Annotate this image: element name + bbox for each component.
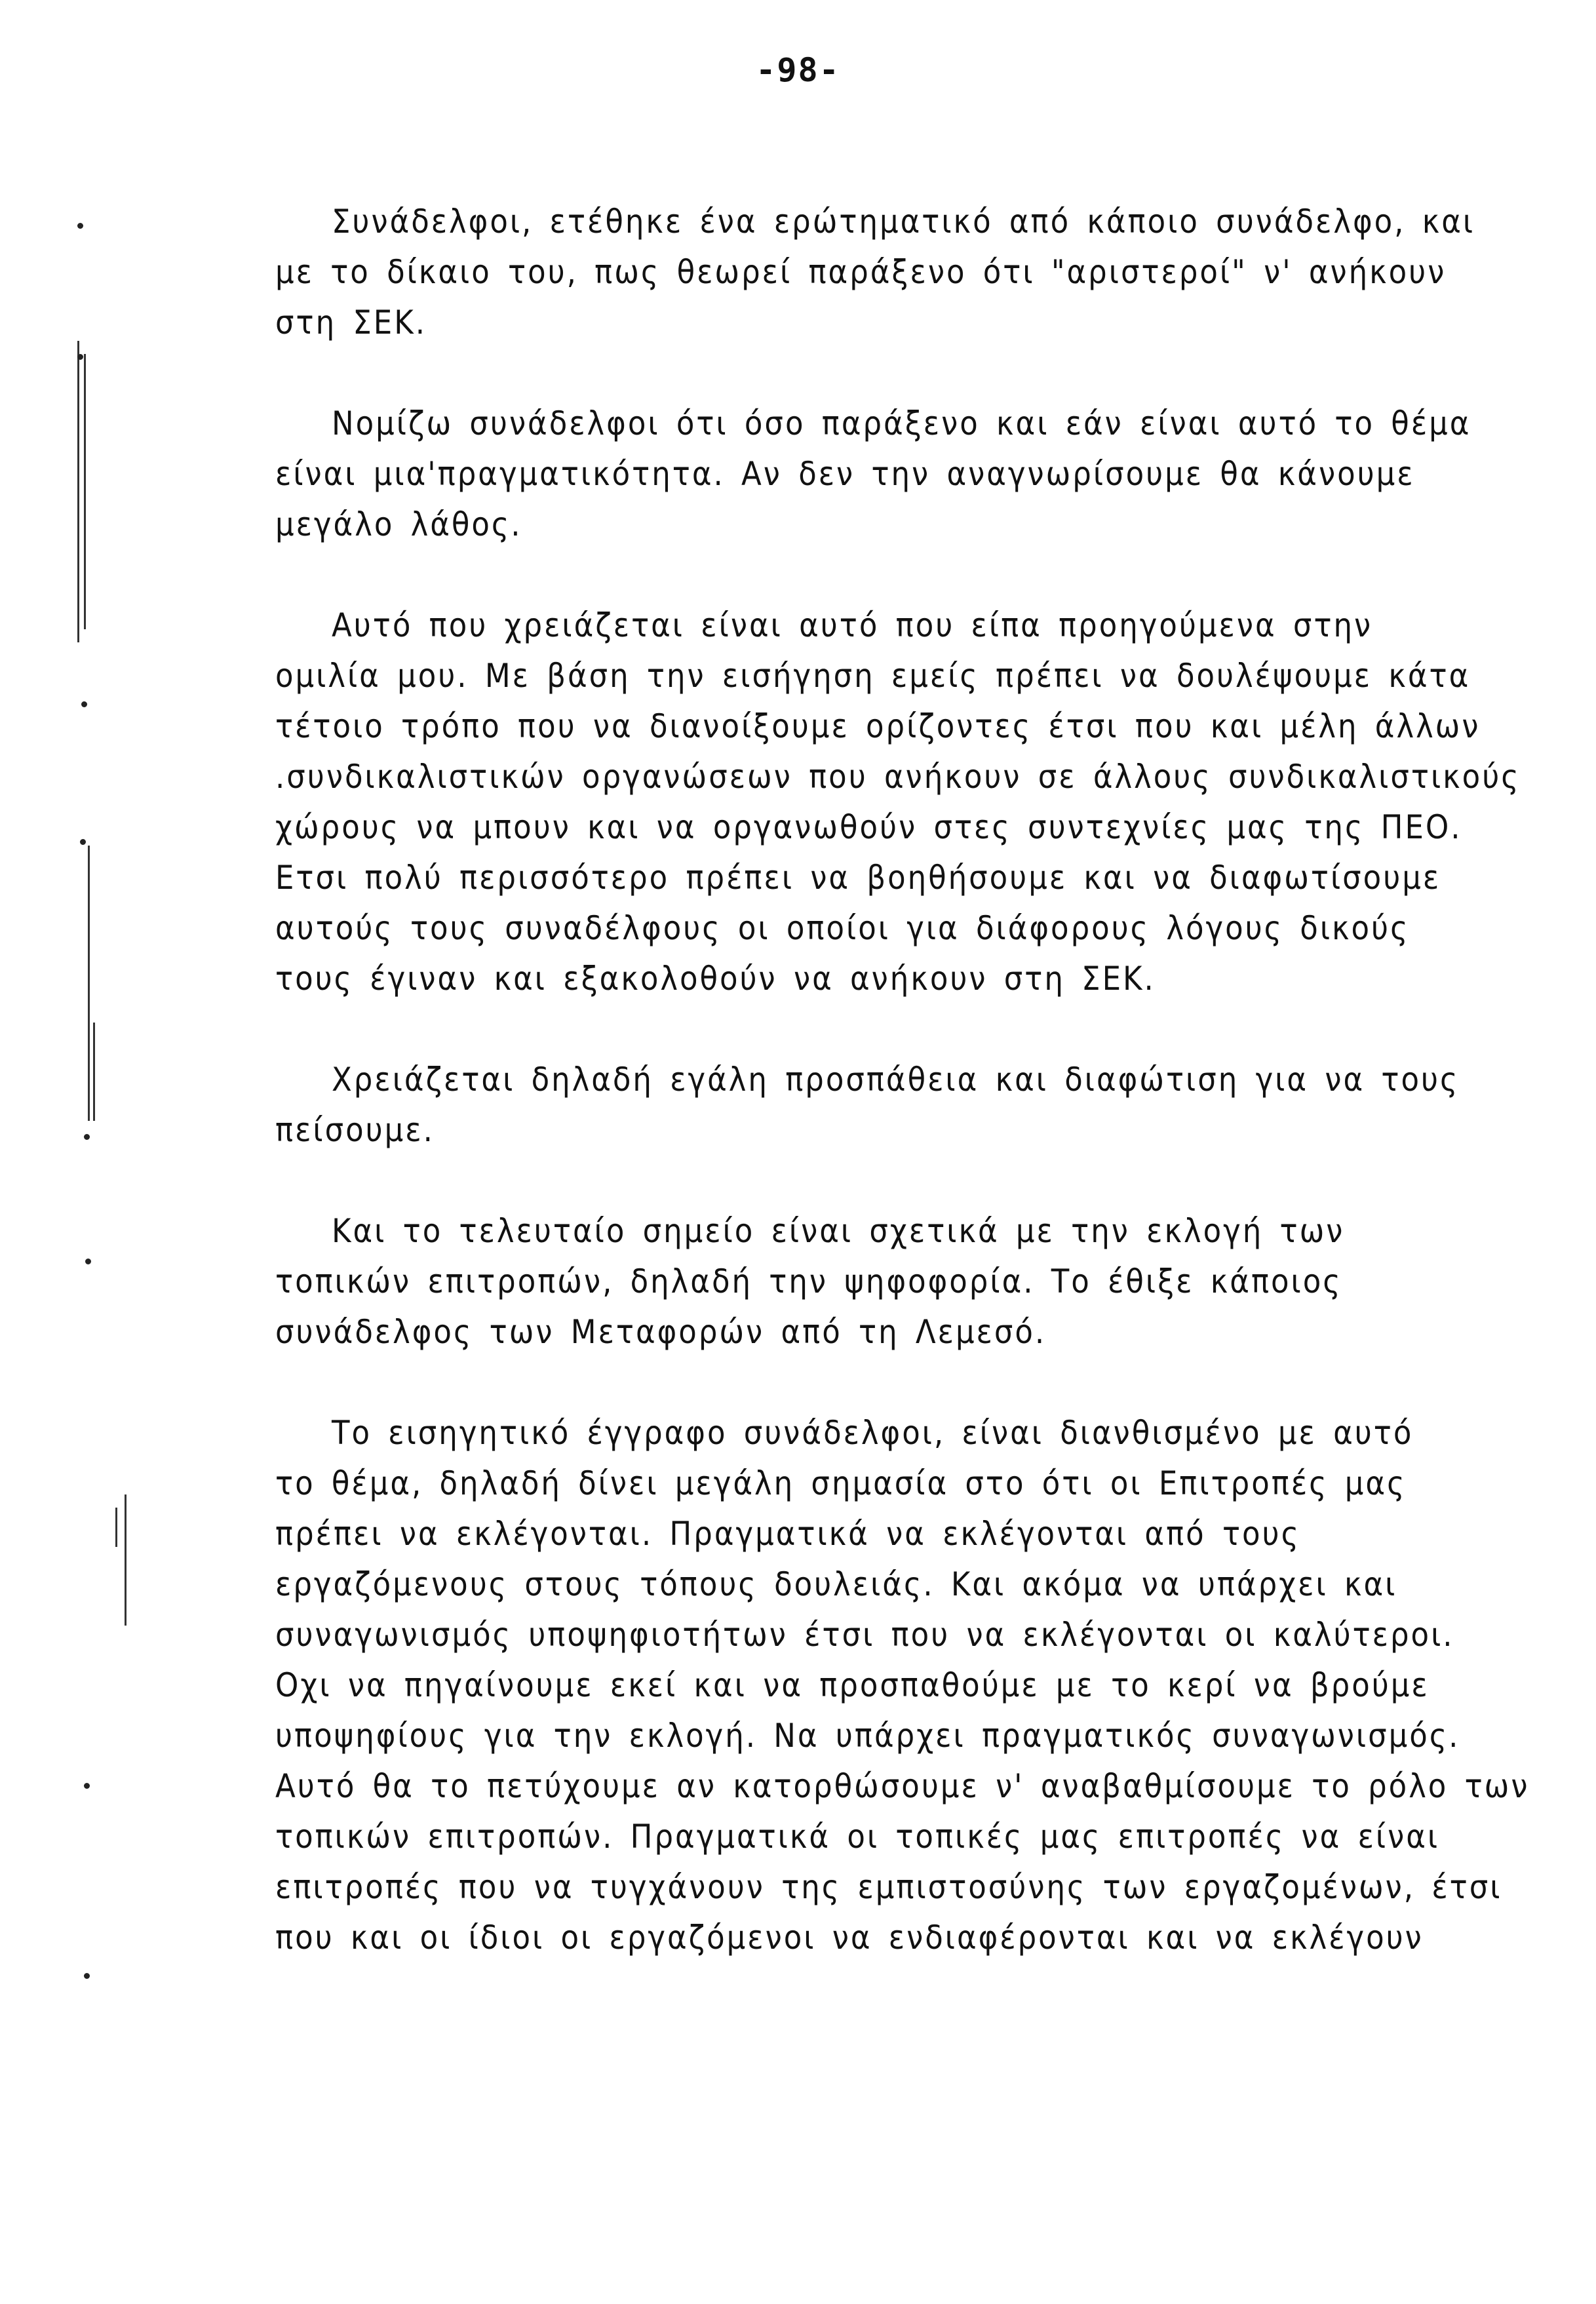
text-line: Ετσι πολύ περισσότερο πρέπει να βοηθήσουμε και να διαφωτίσουμε bbox=[275, 859, 1441, 897]
text-line: Οχι να πηγαίνουμε εκεί και να προσπαθούμε με το κερί να βρούμε bbox=[275, 1666, 1430, 1704]
text-line: Αυτό που χρειάζεται είναι αυτό που είπα προηγούμενα στην bbox=[332, 606, 1373, 644]
text-line: μεγάλο λάθος. bbox=[275, 505, 522, 543]
text-line: τοπικών επιτροπών, δηλαδή την ψηφοφορία. Το έθιξε κάποιος bbox=[275, 1262, 1342, 1300]
text-line: Νομίζω συνάδελφοι ότι όσο παράξενο και εάν είναι αυτό το θέμα bbox=[332, 404, 1471, 442]
text-line: Το εισηγητικό έγγραφο συνάδελφοι, είναι διανθισμένο με αυτό bbox=[332, 1414, 1414, 1452]
text-line: ομιλία μου. Με βάση την εισήγηση εμείς πρέπει να δουλέψουμε κάτα bbox=[275, 657, 1471, 695]
paragraph-1 bbox=[275, 197, 1475, 348]
text-line: Αυτό θα το πετύχουμε αν κατορθώσουμε ν' αναβαθμίσουμε το ρόλο των bbox=[275, 1767, 1530, 1805]
text-line: πρέπει να εκλέγονται. Πραγματικά να εκλέγονται από τους bbox=[275, 1515, 1300, 1553]
text-line: τους έγιναν και εξακολοθούν να ανήκουν στη ΣΕΚ. bbox=[275, 960, 1156, 998]
paragraph-6 bbox=[275, 1408, 1530, 1963]
text-line: τέτοιο τρόπο που να διανοίξουμε ορίζοντες έτσι που και μέλη άλλων bbox=[275, 707, 1481, 745]
text-line: πείσουμε. bbox=[275, 1111, 435, 1149]
paragraph-5 bbox=[275, 1206, 1345, 1357]
paragraph-4 bbox=[275, 1055, 1460, 1156]
text-line: με το δίκαιο του, πως θεωρεί παράξενο ότι "αριστεροί" ν' ανήκουν bbox=[275, 253, 1447, 291]
text-line: Και το τελευταίο σημείο είναι σχετικά με την εκλογή των bbox=[332, 1212, 1345, 1250]
text-line: αυτούς τους συναδέλφους οι οποίοι για διάφορους λόγους δικούς bbox=[275, 909, 1410, 947]
text-line: υποψηφίους για την εκλογή. Να υπάρχει πραγματικός συναγωνισμός. bbox=[275, 1717, 1460, 1755]
text-line: συναγωνισμός υποψηφιοτήτων έτσι που να εκλέγονται οι καλύτεροι. bbox=[275, 1616, 1454, 1654]
text-line: το θέμα, δηλαδή δίνει μεγάλη σημασία στο ότι οι Επιτροπές μας bbox=[275, 1464, 1407, 1502]
page-number: -98- bbox=[756, 51, 840, 89]
text-line: .συνδικαλιστικών οργανώσεων που ανήκουν σε άλλους συνδικαλιστικούς bbox=[275, 758, 1521, 796]
text-line: εργαζόμενους στους τόπους δουλειάς. Και ακόμα να υπάρχει και bbox=[275, 1565, 1397, 1603]
text-line: στη ΣΕΚ. bbox=[275, 303, 427, 342]
document-body bbox=[275, 197, 1530, 2014]
text-line: συνάδελφος των Μεταφορών από τη Λεμεσό. bbox=[275, 1313, 1047, 1351]
paragraph-2 bbox=[275, 399, 1471, 550]
text-line: επιτροπές που να τυγχάνουν της εμπιστοσύνης των εργαζομένων, έτσι bbox=[275, 1868, 1502, 1906]
text-line: τοπικών επιτροπών. Πραγματικά οι τοπικές μας επιτροπές να είναι bbox=[275, 1818, 1440, 1856]
text-line: που και οι ίδιοι οι εργαζόμενοι να ενδιαφέρονται και να εκλέγουν bbox=[275, 1919, 1424, 1957]
text-line: Χρειάζεται δηλαδή εγάλη προσπάθεια και διαφώτιση για να τους bbox=[332, 1061, 1460, 1099]
text-line: είναι μια'πραγματικότητα. Αν δεν την αναγνωρίσουμε θα κάνουμε bbox=[275, 455, 1415, 493]
text-line: Συνάδελφοι, ετέθηκε ένα ερώτηματικό από κάποιο συνάδελφο, και bbox=[332, 203, 1475, 241]
margin-scan-marks bbox=[0, 0, 170, 2304]
text-line: χώρους να μπουν και να οργανωθούν στες συντεχνίες μας της ΠΕΟ. bbox=[275, 808, 1462, 846]
paragraph-3 bbox=[275, 600, 1521, 1004]
